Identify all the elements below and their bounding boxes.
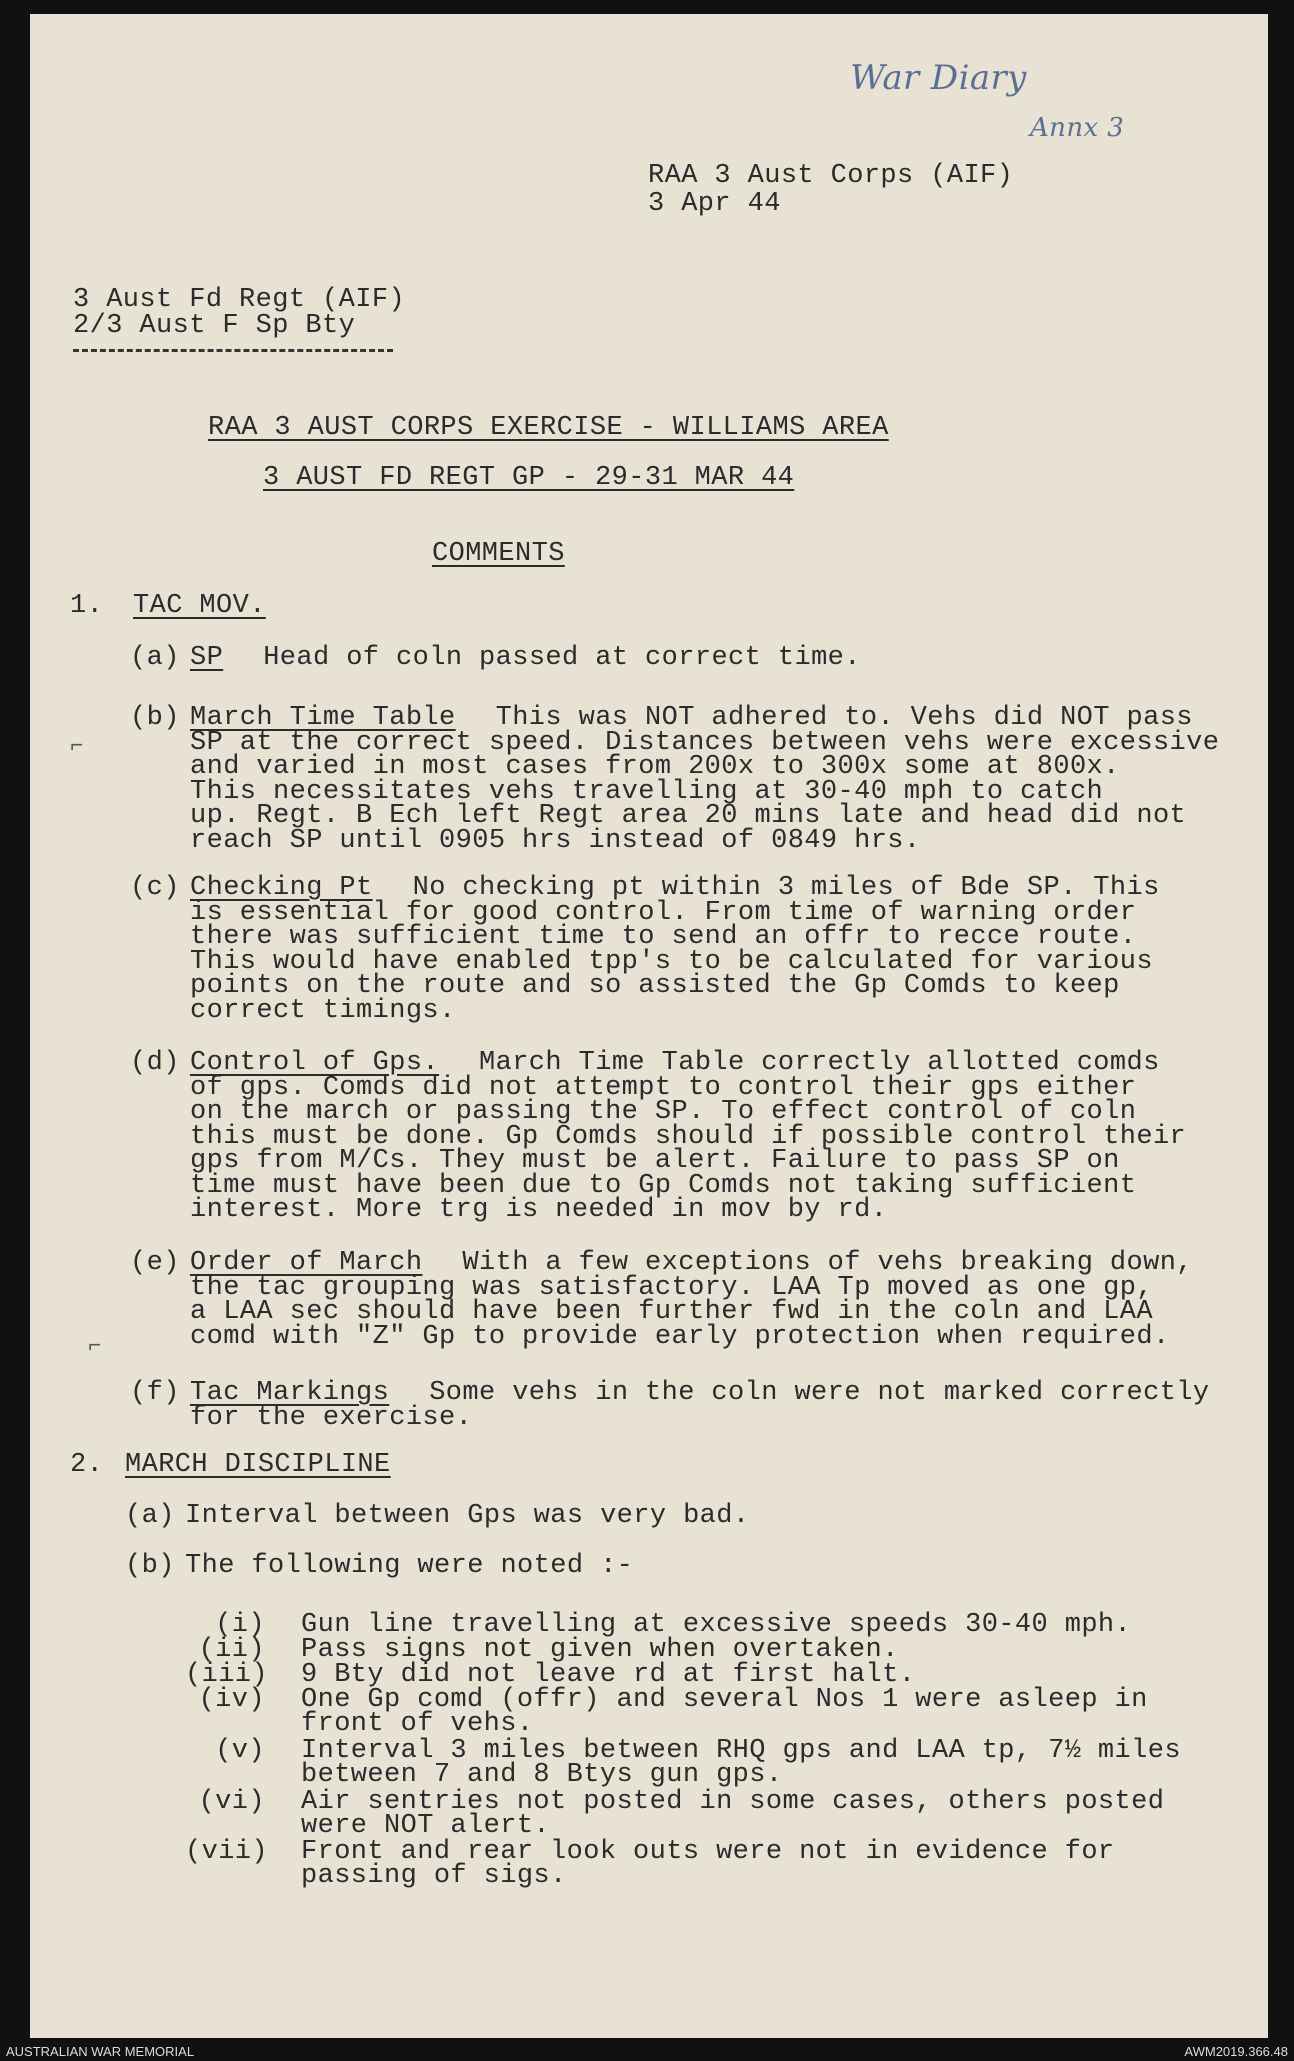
section-number: 1. [70, 591, 104, 621]
item-label: (b) [130, 703, 180, 733]
footer-right: AWM2019.366.48 [1184, 2044, 1288, 2059]
section-number: 2. [70, 1450, 104, 1480]
header-unit: RAA 3 Aust Corps (AIF) [648, 161, 1014, 191]
item-text-line: Head of coln passed at correct time. [263, 643, 861, 673]
item-text-line: March Time Table correctly allotted comds [479, 1048, 1160, 1078]
item-text-line: of gps. Comds did not attempt to control their gps either [190, 1072, 1137, 1103]
subitem-text-line: One Gp comd (offr) and several Nos 1 were asleep in [301, 1685, 1148, 1715]
item-text-line: is essential for good control. From time of warning order [190, 897, 1137, 928]
item-text-line: SP at the correct speed. Distances between vehs were excessive [190, 727, 1220, 758]
footer-left: AUSTRALIAN WAR MEMORIAL [6, 2044, 195, 2059]
item-heading: Checking Pt [190, 873, 373, 903]
item-text-line: interest. More trg is needed in mov by rd. [190, 1195, 888, 1225]
comments-heading: COMMENTS [432, 539, 565, 569]
margin-mark: ⌐ [70, 734, 84, 759]
item-text-line: the tac grouping was satisfactory. LAA Tp moved as one gp, [190, 1272, 1153, 1303]
item-label: (b) [125, 1551, 175, 1581]
item-text-line: a LAA sec should have been further fwd in the coln and LAA [190, 1297, 1153, 1327]
title-line-1: RAA 3 AUST CORPS EXERCISE - WILLIAMS AREA [208, 413, 889, 443]
item-text-line: This would have enabled tpp's to be calculated for various [190, 946, 1153, 977]
item-label: (c) [130, 873, 180, 903]
addressee-line: 3 Aust Fd Regt (AIF) [73, 285, 406, 315]
item-heading: SP [190, 643, 224, 673]
subitem-text-line: passing of sigs. [301, 1861, 567, 1891]
item-text-line: time must have been due to Gp Comds not taking sufficient [190, 1170, 1137, 1201]
item-label: (d) [130, 1048, 180, 1078]
item-heading: Tac Markings [190, 1378, 390, 1408]
item-text-line: Some vehs in the coln were not marked correctly [429, 1378, 1210, 1408]
subitem-label: (iii) [185, 1660, 269, 1690]
subitem-label: (vii) [185, 1837, 269, 1867]
margin-mark: ⌐ [88, 1334, 102, 1359]
item-label: (a) [130, 643, 180, 673]
item-heading: March Time Table [190, 703, 456, 733]
archive-footer [0, 2042, 1294, 2061]
section-heading: TAC MOV. [133, 591, 266, 621]
header-date: 3 Apr 44 [648, 189, 781, 219]
item-label: (f) [130, 1378, 180, 1408]
item-text-line: reach SP until 0905 hrs instead of 0849 hrs. [190, 825, 921, 856]
item-text-line: This was NOT adhered to. Vehs did NOT pass [495, 703, 1193, 733]
addressee-line: 2/3 Aust F Sp Bty [73, 311, 356, 341]
item-text-line: With a few exceptions of vehs breaking down, [462, 1248, 1193, 1278]
subitem-text-line: Interval 3 miles between RHQ gps and LAA tp, 7½ miles [301, 1736, 1181, 1766]
item-text-line: and varied in most cases from 200x to 300x some at 800x. [190, 752, 1120, 782]
handwritten-annex-note: Annx 3 [1030, 113, 1125, 143]
subitem-text-line: Gun line travelling at excessive speeds 30-40 mph. [301, 1610, 1132, 1640]
title-line-2: 3 AUST FD REGT GP - 29-31 MAR 44 [263, 463, 795, 493]
item-text-line: for the exercise. [190, 1402, 473, 1433]
subitem-label: (v) [215, 1736, 265, 1766]
item-text-line: This necessitates vehs travelling at 30-40 mph to catch [190, 776, 1104, 807]
subitem-text-line: Air sentries not posted in some cases, others posted [301, 1787, 1165, 1817]
subitem-label: (vi) [198, 1787, 265, 1817]
item-text: The following were noted :- [185, 1551, 634, 1581]
item-label: (a) [125, 1501, 175, 1531]
item-heading: Order of March [190, 1248, 423, 1278]
item-text-line: gps from M/Cs. They must be alert. Failure to pass SP on [190, 1146, 1120, 1176]
document-page [30, 14, 1268, 2038]
subitem-text-line: were NOT alert. [301, 1811, 551, 1841]
subitem-label: (i) [215, 1610, 265, 1640]
item-text-line: on the march or passing the SP. To effect control of coln [190, 1097, 1137, 1127]
subitem-label: (ii) [198, 1635, 265, 1665]
item-text-line: this must be done. Gp Comds should if possible control their [190, 1121, 1187, 1152]
item-text-line: correct timings. [190, 995, 456, 1026]
item-text-line: there was sufficient time to send an offr to recce route. [190, 922, 1137, 952]
item-heading: Control of Gps. [190, 1048, 440, 1078]
subitem-text-line: between 7 and 8 Btys gun gps. [301, 1760, 783, 1790]
subitem-text-line: front of vehs. [301, 1709, 534, 1739]
subitem-text-line: Pass signs not given when overtaken. [301, 1635, 899, 1665]
item-text-line: points on the route and so assisted the Gp Comds to keep [190, 971, 1120, 1001]
item-text-line: up. Regt. B Ech left Regt area 20 mins late and head did not [190, 801, 1187, 831]
item-text-line: No checking pt within 3 miles of Bde SP. This [412, 873, 1160, 903]
item-text-line: comd with "Z" Gp to provide early protection when required. [190, 1321, 1170, 1352]
item-label: (e) [130, 1248, 180, 1278]
item-text: Interval between Gps was very bad. [185, 1501, 750, 1531]
subitem-label: (iv) [198, 1685, 265, 1715]
subitem-text-line: 9 Bty did not leave rd at first halt. [301, 1660, 916, 1690]
section-heading: MARCH DISCIPLINE [125, 1450, 391, 1480]
handwritten-annotation: War Diary [850, 58, 1027, 98]
subitem-text-line: Front and rear look outs were not in evidence for [301, 1837, 1115, 1867]
addressee-rule [73, 349, 393, 352]
